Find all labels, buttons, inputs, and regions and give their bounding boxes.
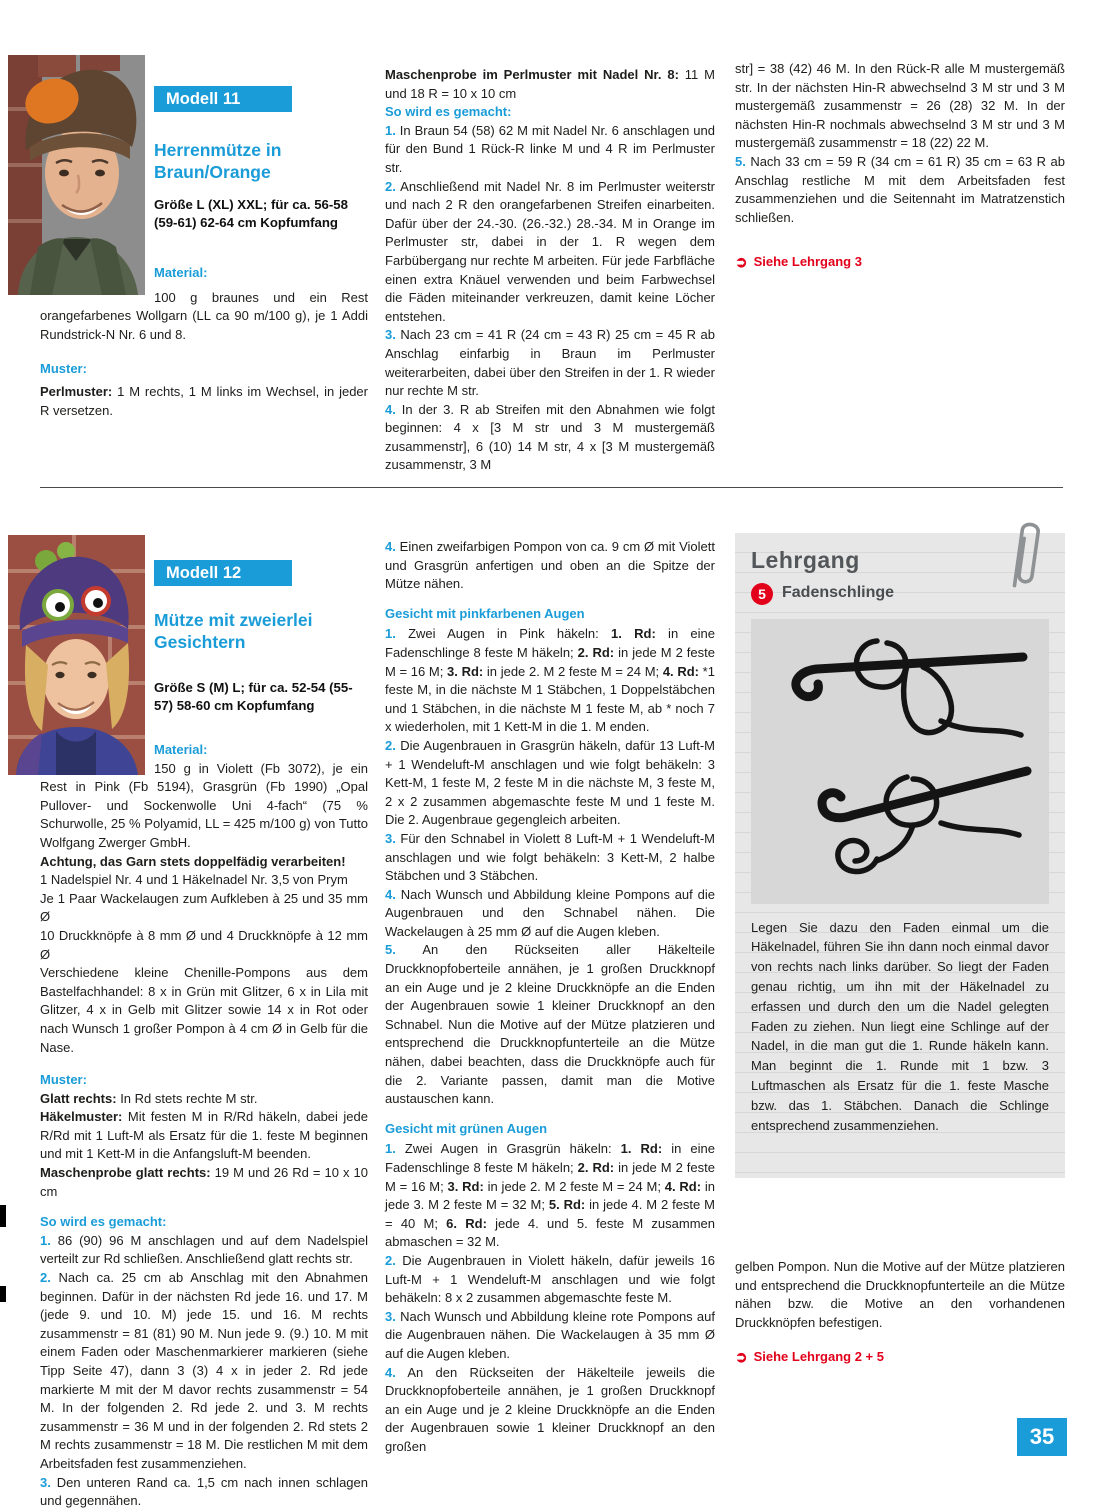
model12-photo-illustration xyxy=(8,535,145,775)
model12-muster-label: Muster: xyxy=(40,1072,87,1088)
see-lehrgang-2-5-label: Siehe Lehrgang 2 + 5 xyxy=(753,1349,884,1365)
model11-banner: Modell 11 xyxy=(154,86,292,112)
model11-photo xyxy=(8,55,145,295)
model12-size: Größe S (M) L; für ca. 52-54 (55-57) 58-60 cm Kopfumfang xyxy=(154,680,353,713)
model11-how-label: So wird es gemacht: xyxy=(385,104,512,120)
lehrgang-body-text: Legen Sie dazu den Faden einmal um die Häkelnadel, führen Sie ihn dann noch einmal davor von rechts nach links darüber. So liegt der Faden genau richtig, um ihn mit der Häkelnadel zu erfassen und durch den um die Nadel gelegten Faden zu ziehen. Nun liegt eine Schlinge auf der Nadel, in die man gut die 1. Runde häkeln kann. Man beginnt die 1. Runde mit 1 bzw. 3 Luftmaschen als Ersatz für die 1. feste Masche bzw. das 1. Stäbchen. Danach die Schlinge entsprechend zusammenziehen. xyxy=(751,919,1049,1133)
model11-step-4: 4. In der 3. R ab Streifen mit den Abnahmen wie folgt beginnen: 4 x [3 M str und 3 M mustergemäß zusammenstr], 6 (10) 14 M str, 4 x [3 M mustergemäß zusammenstr, 3 M xyxy=(385,401,715,473)
model11-step-5: 5. Nach 33 cm = 59 R (34 cm = 61 R) 35 cm = 63 R ab Anschlag restliche M mit dem Arbeitsfaden fest zusammenziehen und die Seitennaht im Matratzenstich schließen. xyxy=(735,153,1065,225)
model12-pink-step-5: 5. An den Rückseiten aller Häkelteile Druckknopfoberteile annähen, je 1 großen Druckknopf an ein Auge und je 2 kleine Druckknöpfe an die Enden der Augenbrauen sowie 1 kleiner Druckknopf an den Schnabel. Nun die Motive auf der Mütze platzieren und entsprechend die Druckknopfunterteile an die Mütze nähen, dabei beachten, dass die Druckknöpfe auch für die 2. Variante passen, damit man die Motive austauschen kann. xyxy=(385,942,715,1107)
print-mark xyxy=(0,1205,6,1227)
see-arrow-icon: ➲ xyxy=(735,254,748,272)
see-lehrgang-3-label: Siehe Lehrgang 3 xyxy=(753,254,862,270)
model12-pink-heading: Gesicht mit pinkfarbenen Augen xyxy=(385,605,585,621)
model11-step-1: 1. In Braun 54 (58) 62 M mit Nadel Nr. 6 anschlagen und für den Bund 1 Rück-R linke M und 4 R im Perlmuster str. xyxy=(385,122,715,175)
see-lehrgang-2-5-link xyxy=(735,1348,1065,1367)
model12-step-1: 1. 86 (90) 96 M anschlagen und auf dem Nadelspiel verteilt zur Rd schließen. Anschließend glatt rechts str. xyxy=(40,1232,368,1267)
model12-middle-column xyxy=(385,538,715,1457)
model12-pink-step-2: 2. Die Augenbrauen in Grasgrün häkeln, dafür 13 Luft-M + 1 Wendeluft-M anschlagen und wie folgt behäkeln: 3 Kett-M, 1 feste M, 2 feste M in die nächste M, 3 feste M, 2 x 2 zusammen abgemaschte feste M und 1 feste M. Die 2. Augenbraue gegengleich arbeiten. xyxy=(385,737,715,828)
crochet-hook-illustration xyxy=(751,619,1049,904)
model12-material-intro: 150 g in Violett (Fb 3072), je ein Rest in Pink (Fb 5194), Grasgrün (Fb 1990) „Opal Pullover- und Sockenwolle Uni 4-fach“ (75 % Schurwolle, 25 % Polyamid, LL = 425 m/100 g) von Tutto Wolfgang Zwerger GmbH. xyxy=(40,760,368,850)
paperclip-icon xyxy=(1009,517,1045,597)
model12-green-step-2: 2. Die Augenbrauen in Violett häkeln, dafür jeweils 16 Luft-M + 1 Wendeluft-M anschlagen und wie folgt behäkeln: 8 x 2 zusammen abgemaschte feste M. xyxy=(385,1252,715,1306)
model12-green-step-1: 1. Zwei Augen in Grasgrün häkeln: 1. Rd: in eine Fadenschlinge 8 feste M häkeln; 2. Rd: in jede M 2 feste M = 16 M; 3. Rd: in jede 2. M 2 feste M = 24 M; 4. Rd: in jede 3. M 2 feste M = 32 M; 5. Rd: in jede 4. M 2 feste M = 40 M; 6. Rd: jede 4. und 5. feste M zusammen abmaschen = 32 M. xyxy=(385,1141,716,1250)
model11-step-3: 3. Nach 23 cm = 41 R (24 cm = 43 R) 25 cm = 45 R ab Anschlag einfarbig in Braun im Perlmuster weiterarbeiten, dabei über den Streifen in der 1. R wieder nur rechte M str. xyxy=(385,327,715,399)
lehrgang-name: Fadenschlinge xyxy=(782,584,895,602)
lehrgang-badge-row xyxy=(751,583,1049,605)
model12-material-item: Je 1 Paar Wackelaugen zum Aufkleben à 25 und 35 mm Ø xyxy=(40,890,368,925)
model12-muster-2: Häkelmuster: Mit festen M in R/Rd häkeln, dabei jede R/Rd mit 1 Luft-M als Ersatz für die 1. feste M beginnen und mit 1 Kett-M in die Anfangsluft-M beenden. xyxy=(40,1109,368,1162)
model11-title: Herrenmütze in Braun/Orange xyxy=(154,140,282,182)
model12-continuation: gelben Pompon. Nun die Motive auf der Mütze platzieren und entsprechend die Druckknopfunterteile an die Mütze nähen bzw. die Motive an den vorhandenen Druckknöpfen befestigen. xyxy=(735,1259,1065,1330)
model12-material-label: Material: xyxy=(154,742,208,757)
model11-left-column xyxy=(40,55,368,420)
section-divider xyxy=(40,487,1063,488)
model12-green-heading: Gesicht mit grünen Augen xyxy=(385,1120,548,1136)
model11-size: Größe L (XL) XXL; für ca. 56-58 (59-61) 62-64 cm Kopfumfang xyxy=(154,197,348,230)
model11-photo-illustration xyxy=(8,55,145,295)
model12-gauge: Maschenprobe glatt rechts: 19 M und 26 Rd = 10 x 10 cm xyxy=(40,1165,368,1199)
model11-step-2: 2. Anschließend mit Nadel Nr. 8 im Perlmuster weiterstr und nach 2 R den orangefarbenen Streifen einarbeiten. Dafür über der 24.-30. (26.-32.) 28.-34. M in Orange im Perlmuster str, dabei in der 1. R wegen dem Farbübergang nur rechte M arbeiten. Für jede Farbfläche einen extra Knäuel verwenden und beim Farbwechsel die Fäden miteinander verkreuzen, damit keine Löcher entstehen. xyxy=(385,178,715,324)
model12-green-step-3: 3. Nach Wunsch und Abbildung kleine rote Pompons auf die Augenbrauen nähen. Die Wackelaugen à 35 mm Ø auf die Augen kleben. xyxy=(385,1308,715,1361)
model12-muster-1: Glatt rechts: In Rd stets rechte M str. xyxy=(40,1090,258,1106)
model11-material-label: Material: xyxy=(154,265,208,280)
model12-pink-step-1: 1. Zwei Augen in Pink häkeln: 1. Rd: in eine Fadenschlinge 8 feste M häkeln; 2. Rd: in jede M 2 feste M = 16 M; 3. Rd: in jede 2. M 2 feste M = 24 M; 4. Rd: *1 feste M, in die nächste M 1 Stäbchen, 1 Doppelstäbchen und 1 Stäbchen, in die nächste M 1 feste M, ab * noch 7 x wiederholen, mit 1 Kett-M in die 1. M enden. xyxy=(385,626,716,735)
model12-pink-step-3: 3. Für den Schnabel in Violett 8 Luft-M + 1 Wendeluft-M anschlagen und wie folgt behäkeln: 3 Kett-M, 2 halbe Stäbchen und 3 Stäbchen. xyxy=(385,830,715,884)
see-arrow-icon: ➲ xyxy=(735,1349,748,1367)
model12-step-2: 2. Nach ca. 25 cm ab Anschlag mit den Abnahmen beginnen. Dafür in der nächsten Rd jede 16. und 17. M (jede 9. und 10. M) jede 15. und 16. M rechts zusammenstr = 81 (81) 90 M. Nun jede 9. (9.) 10. M mit einem Faden oder Maschenmarkierer markieren (siehe Tipp Seite 47), dann 3 (3) 4 x in jeder 2. Rd jede markierte M mit der M davor rechts zusammenstr = 54 M. In der folgenden 2. Rd jede 2. und 3. M rechts zusammenstr = 36 M und in der folgenden 2. Rd stets 2 M rechts zusammenstr = 18 M. Die restlichen M mit dem Arbeitsfaden fest zusammenziehen. xyxy=(40,1270,368,1471)
model12-green-step-4: 4. An den Rückseiten der Häkelteile jeweils die Druckknopfoberteile annähen, je 1 großen Druckknopf an ein Auge und je 2 kleine Druckknöpfe an die Enden der Augenbrauen sowie 1 kleiner Druckknopf an den großen xyxy=(385,1364,715,1454)
model11-right-column xyxy=(735,60,1065,272)
model12-left-column xyxy=(40,535,368,1511)
lehrgang-box xyxy=(735,533,1065,1178)
model11-muster-text: Perlmuster: 1 M rechts, 1 M links im Wechsel, in jeder R versetzen. xyxy=(40,383,368,418)
model11-muster-label: Muster: xyxy=(40,361,87,377)
model12-material-warning: Achtung, das Garn stets doppelfädig verarbeiten! xyxy=(40,853,346,869)
model12-pink-step-4: 4. Nach Wunsch und Abbildung kleine Pompons auf die Augenbrauen und den Schnabel nähen. Die Wackelaugen à 25 mm Ø auf die Augen kleben. xyxy=(385,886,715,939)
lehrgang-illustration xyxy=(751,619,1049,904)
model12-material-item: 10 Druckknöpfe à 8 mm Ø und 4 Druckknöpfe à 12 mm Ø xyxy=(40,927,368,962)
see-lehrgang-3-link xyxy=(735,253,1065,272)
page-number-badge: 35 xyxy=(1017,1418,1067,1456)
model11-middle-column xyxy=(385,66,715,475)
model12-step-4: 4. Einen zweifarbigen Pompon von ca. 9 cm Ø mit Violett und Grasgrün anfertigen und oben an die Spitze der Mütze nähen. xyxy=(385,539,715,592)
model12-title: Mütze mit zweierlei Gesichtern xyxy=(154,610,313,652)
model12-photo xyxy=(8,535,145,775)
lehrgang-title: Lehrgang xyxy=(751,547,860,573)
model12-step-3: 3. Den unteren Rand ca. 1,5 cm nach innen schlagen und gegennähen. xyxy=(40,1474,368,1509)
model12-material-item: Verschiedene kleine Chenille-Pompons aus dem Bastelfachhandel: 8 x in Grün mit Glitzer, 6 x in Lila mit Glitzer, 4 x in Gelb mit Glitzer sowie 14 x in Rot oder nach Wunsch 1 großer Pompon à 4 cm Ø in Gelb für die Nase. xyxy=(40,965,368,1055)
model12-banner: Modell 12 xyxy=(154,560,292,586)
print-mark xyxy=(0,1286,6,1302)
model12-right-column xyxy=(735,533,1065,1367)
model11-material-text: 100 g braunes und ein Rest orangefarbenes Wollgarn (LL ca 90 m/100 g), je 1 Addi Rundstrick-N Nr. 6 und 8. xyxy=(40,289,368,342)
model12-material-item: 1 Nadelspiel Nr. 4 und 1 Häkelnadel Nr. 3,5 von Prym xyxy=(40,872,348,888)
model12-how-label: So wird es gemacht: xyxy=(40,1214,167,1230)
model11-continuation: str] = 38 (42) 46 M. In den Rück-R alle M mustergemäß str. In der nächsten Hin-R abwechselnd 3 M str und 3 M mustergemäß zusammenstr = 26 (28) 32 M. In der nächsten Hin-R nochmals abwechselnd 3 M str und 3 M mustergemäß zusammenstr = 18 (22) 22 M. xyxy=(735,61,1065,151)
model11-gauge: Maschenprobe im Perlmuster mit Nadel Nr. 8: 11 M und 18 R = 10 x 10 cm xyxy=(385,67,715,101)
lehrgang-number-badge: 5 xyxy=(751,583,773,605)
